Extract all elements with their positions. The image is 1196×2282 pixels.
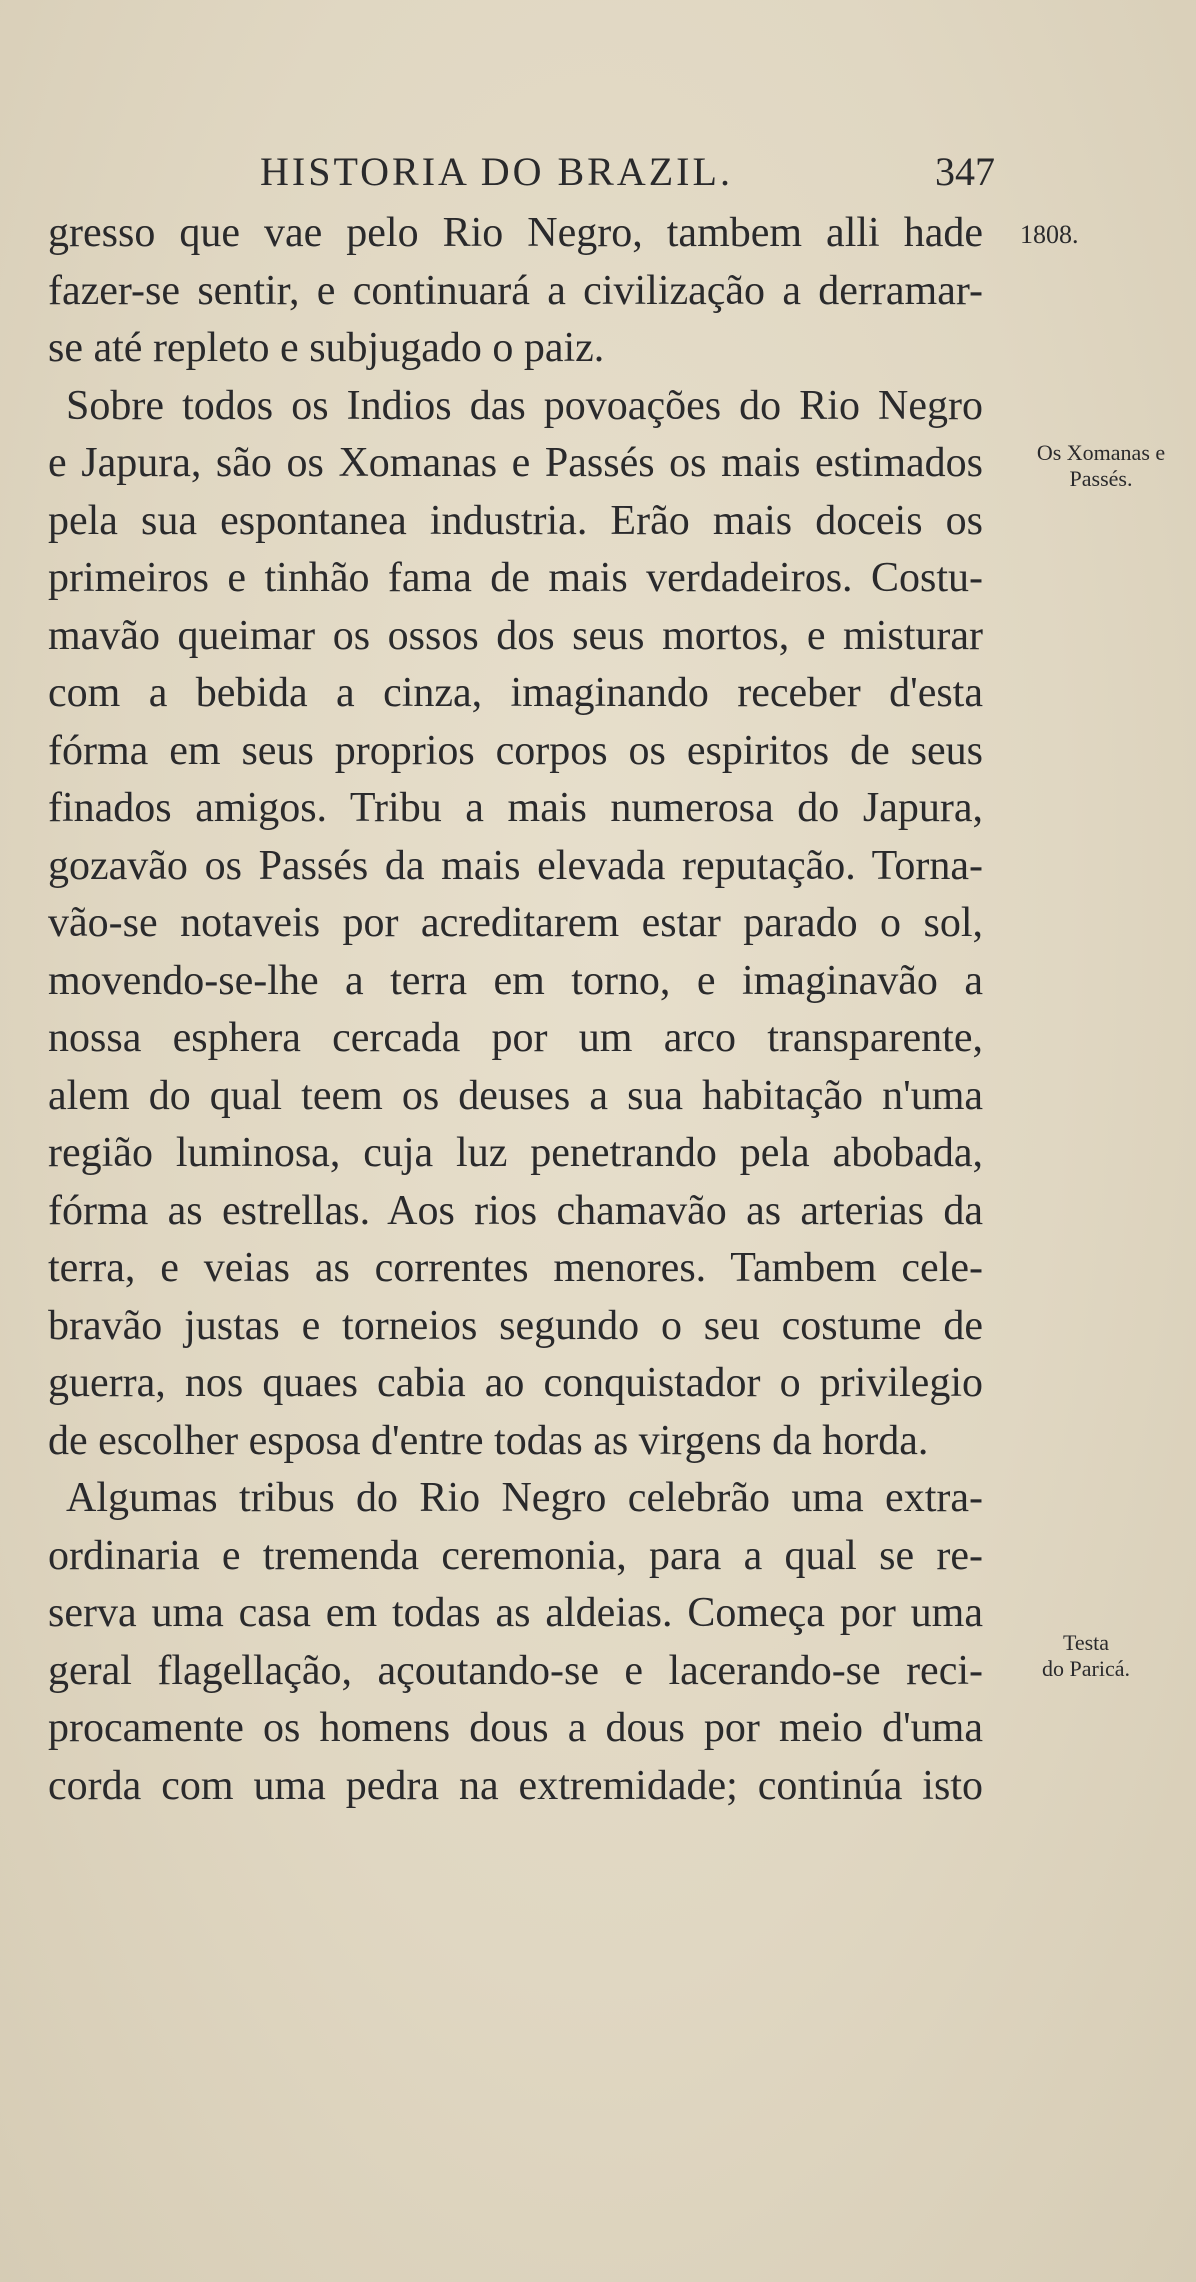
- text-line: ordinaria e tremenda ceremonia, para a qual se re-: [48, 1532, 983, 1579]
- text-line: e Japura, são os Xomanas e Passés os mais estimados: [48, 440, 983, 486]
- margin-note-xomanas: [1006, 440, 1196, 492]
- body-text: [48, 205, 983, 1815]
- text-line: fórma as estrellas. Aos rios chamavão as arterias da: [48, 1187, 983, 1234]
- text-line: primeiros e tinhão fama de mais verdadeiros. Costu-: [48, 555, 983, 601]
- margin-note-line: Testa: [1062, 1630, 1110, 1655]
- text-line: pela sua espontanea industria. Erão mais doceis os: [48, 497, 983, 544]
- text-line: procamente os homens dous a dous por meio d'uma: [48, 1705, 983, 1751]
- margin-note-line: Os Xomanas e: [1036, 440, 1166, 465]
- text-line: de escolher esposa d'entre todas as virgens da horda.: [48, 1417, 929, 1464]
- margin-note-year: 1808.: [1020, 220, 1079, 249]
- text-line: vão-se notaveis por acreditarem estar parado o sol,: [48, 900, 983, 946]
- page-header: [165, 148, 995, 204]
- text-line: movendo-se-lhe a terra em torno, e imaginavão a: [48, 957, 983, 1004]
- text-line: Sobre todos os Indios das povoações do Rio Negro: [66, 382, 983, 429]
- running-title: HISTORIA DO BRAZIL.: [260, 149, 733, 194]
- text-line: alem do qual teem os deuses a sua habitação n'uma: [48, 1072, 983, 1119]
- page-number: 347: [935, 149, 995, 194]
- text-line: fórma em seus proprios corpos os espiritos de seus: [48, 727, 983, 774]
- text-line: gozavão os Passés da mais elevada reputação. Torna-: [48, 842, 983, 889]
- text-line: corda com uma pedra na extremidade; continúa isto: [48, 1762, 983, 1809]
- text-line: finados amigos. Tribu a mais numerosa do Japura,: [48, 785, 983, 831]
- text-line: guerra, nos quaes cabia ao conquistador o privilegio: [48, 1360, 983, 1406]
- text-line: terra, e veias as correntes menores. Tambem cele-: [48, 1245, 983, 1291]
- margin-note-line: Passés.: [1069, 466, 1133, 491]
- margin-note-testa: [1006, 1630, 1166, 1682]
- text-line: bravão justas e torneios segundo o seu costume de: [48, 1302, 983, 1349]
- text-line: gresso que vae pelo Rio Negro, tambem alli hade: [48, 210, 983, 256]
- text-line: fazer-se sentir, e continuará a civilização a derramar-: [48, 267, 983, 314]
- text-line: região luminosa, cuja luz penetrando pela abobada,: [48, 1130, 983, 1176]
- text-line: nossa esphera cercada por um arco transparente,: [48, 1015, 983, 1061]
- text-line: se até repleto e subjugado o paiz.: [48, 325, 605, 371]
- text-line: serva uma casa em todas as aldeias. Começa por uma: [48, 1590, 983, 1636]
- margin-note-line: do Paricá.: [1042, 1656, 1130, 1681]
- text-line: mavão queimar os ossos dos seus mortos, e misturar: [48, 612, 983, 659]
- text-line: com a bebida a cinza, imaginando receber d'esta: [48, 670, 983, 716]
- text-line: Algumas tribus do Rio Negro celebrão uma extra-: [66, 1475, 983, 1521]
- text-line: geral flagellação, açoutando-se e lacerando-se reci-: [48, 1647, 983, 1694]
